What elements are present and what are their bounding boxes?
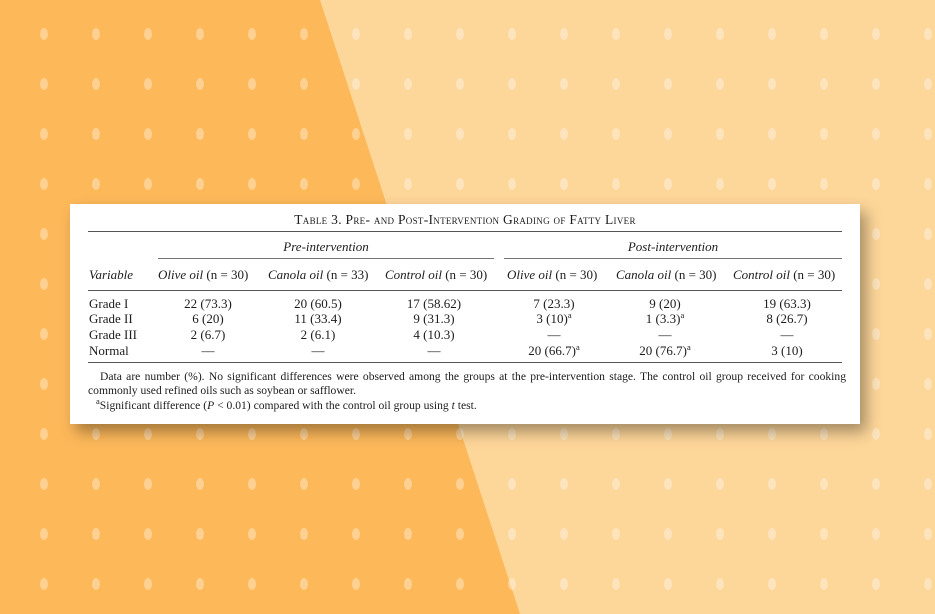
dot [40,28,48,40]
top-rule [88,231,842,232]
dot [924,128,932,140]
cell-value: 11 (33.4) [294,311,342,326]
cell-value: 9 (31.3) [413,311,455,326]
cell-value: 2 (6.1) [300,327,336,342]
dot [716,178,724,190]
dot [768,528,776,540]
cell-value: 4 (10.3) [413,327,455,342]
dot [196,78,204,90]
dot [404,178,412,190]
significance-marker: a [567,310,572,320]
dot [924,228,932,240]
dot [924,428,932,440]
dot [300,528,308,540]
dot [560,128,568,140]
cell-value: 1 (3.3) [645,311,681,326]
cell-value: 22 (73.3) [184,296,232,311]
dot [196,578,204,590]
dot [456,578,464,590]
table-cell [615,311,715,327]
table-cell [384,311,484,327]
post-group-rule [504,258,842,259]
dot [40,328,48,340]
row-label: Grade I [89,296,129,311]
dot [508,28,516,40]
dot [768,128,776,140]
cell-value: 3 (10) [771,343,803,358]
dot [924,528,932,540]
dot [300,78,308,90]
dot [352,578,360,590]
dot [404,528,412,540]
table-cell [158,327,258,343]
dot [872,428,880,440]
dot [612,178,620,190]
dot [820,128,828,140]
dot [92,528,100,540]
row-label: Normal [89,343,129,358]
dot [664,428,672,440]
table-cell [504,311,604,327]
dot [300,428,308,440]
column-header-pre-control: Control oil (n = 30) [385,267,488,282]
table-cell [158,343,258,359]
dot [196,428,204,440]
dot [248,78,256,90]
dot [664,78,672,90]
dot [248,428,256,440]
dot [40,278,48,290]
cell-value: — [780,327,794,342]
dot [352,478,360,490]
dot [40,378,48,390]
dot [196,128,204,140]
dot [768,78,776,90]
cell-value: — [547,327,561,342]
dot [40,78,48,90]
column-header-pre-canola: Canola oil (n = 33) [268,267,369,282]
dot [560,28,568,40]
cell-value: 2 (6.7) [190,327,226,342]
dot [872,228,880,240]
dot [40,428,48,440]
dot [456,78,464,90]
dot [768,178,776,190]
dot [144,578,152,590]
dot [508,78,516,90]
cell-value: 17 (58.62) [406,296,462,311]
header-rule [88,290,842,291]
cell-value: — [201,343,215,358]
dot [196,478,204,490]
dot [92,478,100,490]
dot [924,78,932,90]
dot [92,28,100,40]
cell-value: 3 (10) [536,311,568,326]
dot [872,528,880,540]
variable-header: Variable [89,267,134,282]
dot [40,478,48,490]
dot [404,478,412,490]
dot [300,178,308,190]
dot [612,528,620,540]
dot [508,528,516,540]
dot [40,528,48,540]
table-cell [268,343,368,359]
table-cell [504,343,604,359]
dot [508,478,516,490]
dot [144,78,152,90]
dot [612,578,620,590]
cell-value: 9 (20) [649,296,681,311]
dot [612,28,620,40]
dot [404,578,412,590]
dot [820,178,828,190]
table-cell [737,296,837,312]
dot [404,78,412,90]
table-cell [737,343,837,359]
dot [352,528,360,540]
dot [248,28,256,40]
dot [716,578,724,590]
dot [872,378,880,390]
dot [352,78,360,90]
dot [560,428,568,440]
dot [196,528,204,540]
dot [40,228,48,240]
dot [820,428,828,440]
dot [612,428,620,440]
dot [872,128,880,140]
column-header-post-olive: Olive oil (n = 30) [507,267,598,282]
dot [40,128,48,140]
group-header-post: Post-intervention [627,239,719,254]
dot [248,478,256,490]
dot [924,478,932,490]
table-cell [158,311,258,327]
dot [300,478,308,490]
dot [820,578,828,590]
dot [716,78,724,90]
dot [820,528,828,540]
table-cell [268,327,368,343]
cell-value: 20 (60.5) [294,296,342,311]
dot [40,578,48,590]
table-cell [268,311,368,327]
table-cell [384,327,484,343]
column-header-pre-olive: Olive oil (n = 30) [158,267,249,282]
dot [612,128,620,140]
dot [144,528,152,540]
dot [716,28,724,40]
dot [456,428,464,440]
dot [300,28,308,40]
dot [352,178,360,190]
dot [768,578,776,590]
cell-value: 20 (66.7) [528,343,576,358]
table-cell [504,327,604,343]
cell-value: — [427,343,441,358]
footnote-main: Data are number (%). No significant differences were observed among the groups at the pre-intervention stage. The control oil group received for cooking commonly used refined oils such as soybean or safflower. [88,370,846,397]
table-title: Table 3. Pre- and Post-Intervention Grading of Fatty Liver [294,212,636,227]
cell-value: — [658,327,672,342]
row-label: Grade II [89,311,133,326]
table-cell [737,327,837,343]
dot [560,78,568,90]
dot [768,28,776,40]
cell-value: 19 (63.3) [763,296,811,311]
dot [508,128,516,140]
dot [560,178,568,190]
cell-value: — [311,343,325,358]
table-card [70,204,860,424]
dot [924,178,932,190]
dot [924,378,932,390]
dot [664,528,672,540]
column-header-post-canola: Canola oil (n = 30) [616,267,717,282]
dot [872,578,880,590]
dot [872,478,880,490]
dot [196,28,204,40]
cell-value: 6 (20) [192,311,224,326]
dot [716,128,724,140]
dot [144,28,152,40]
table-cell [737,311,837,327]
dot [716,528,724,540]
dot [508,578,516,590]
dot [144,478,152,490]
bottom-rule [88,362,842,363]
dot [92,128,100,140]
group-header-pre: Pre-intervention [283,239,369,254]
dot [768,428,776,440]
dot [456,28,464,40]
significance-marker: a [680,310,685,320]
table-cell [615,343,715,359]
dot [820,28,828,40]
dot [664,478,672,490]
row-label: Grade III [89,327,137,342]
dot [612,78,620,90]
dot [872,78,880,90]
dot [664,578,672,590]
dot [924,578,932,590]
dot [612,478,620,490]
dot [872,178,880,190]
dot [92,178,100,190]
dot [872,278,880,290]
dot [456,128,464,140]
table-cell [615,296,715,312]
pre-group-rule [158,258,494,259]
dot [560,478,568,490]
dot [560,528,568,540]
cell-value: 20 (76.7) [639,343,687,358]
dot [248,178,256,190]
dot [40,178,48,190]
footnote-significance: $^a$Significant difference (P < 0.01) compared with the control oil group using t test. [96,396,477,412]
dot [508,428,516,440]
dot [404,128,412,140]
dot [924,28,932,40]
dot [144,178,152,190]
dot [404,28,412,40]
dot [352,28,360,40]
cell-value: 7 (23.3) [533,296,575,311]
dot [248,528,256,540]
dot [144,128,152,140]
column-header-post-control: Control oil (n = 30) [733,267,836,282]
dot [508,178,516,190]
dot [300,128,308,140]
table-cell [268,296,368,312]
dot [924,328,932,340]
dot [872,28,880,40]
dot [664,28,672,40]
dot [352,128,360,140]
dot [144,428,152,440]
dot [92,428,100,440]
dot [924,278,932,290]
dot [456,528,464,540]
dot [248,578,256,590]
dot [664,178,672,190]
dot [352,428,360,440]
dot [92,78,100,90]
cell-value: 8 (26.7) [766,311,808,326]
table-cell [504,296,604,312]
dot [248,128,256,140]
dot [196,178,204,190]
dot [300,578,308,590]
dot [716,478,724,490]
significance-marker: a [686,342,691,352]
dot [560,578,568,590]
dot [820,78,828,90]
dot [456,478,464,490]
dot [92,578,100,590]
dot [872,328,880,340]
dot [716,428,724,440]
dot [664,128,672,140]
dot [820,478,828,490]
table-cell [615,327,715,343]
table-cell [384,296,484,312]
dot [456,178,464,190]
dot [404,428,412,440]
table-cell [384,343,484,359]
dot [768,478,776,490]
significance-marker: a [575,342,580,352]
table-cell [158,296,258,312]
